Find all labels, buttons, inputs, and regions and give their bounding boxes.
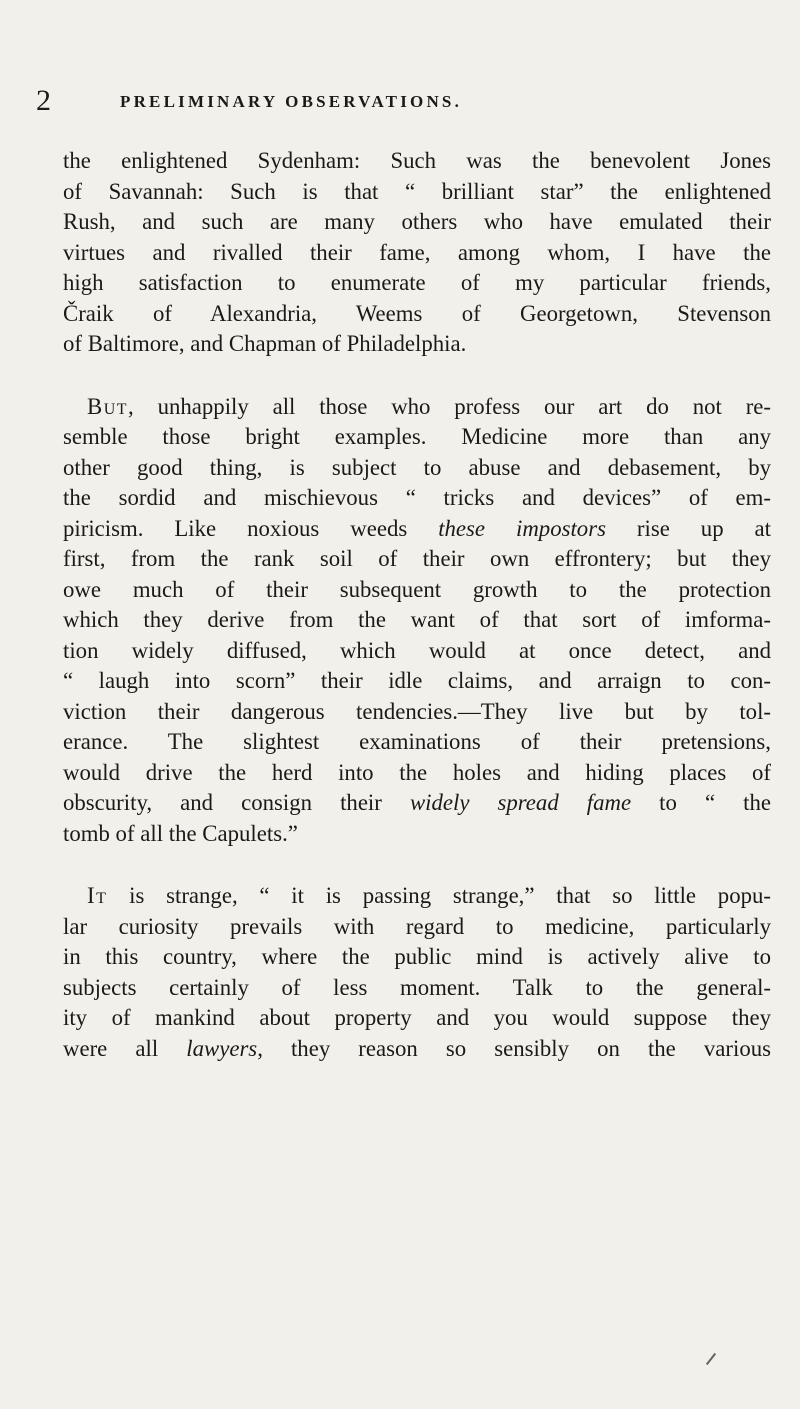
text-line: which they derive from the want of that sort of imforma-: [63, 607, 771, 632]
running-title: PRELIMINARY OBSERVATIONS.: [120, 92, 463, 111]
body-text: [63, 146, 771, 1064]
text-line: in this country, where the public mind is actively alive to: [63, 944, 771, 969]
text-line: ity of mankind about property and you would suppose they: [63, 1005, 771, 1030]
text-line: But, unhappily all those who profess our art do not re-: [87, 393, 771, 419]
text-line: “ laugh into scorn” their idle claims, and arraign to con-: [63, 668, 771, 693]
text-line: high satisfaction to enumerate of my particular friends,: [63, 270, 771, 295]
text-line: erance. The slightest examinations of their pretensions,: [63, 729, 771, 754]
paragraph: [63, 392, 771, 850]
text-line: semble those bright examples. Medicine more than any: [63, 424, 771, 449]
paragraph-gap: [63, 849, 771, 881]
italic-phrase: these impostors: [438, 515, 606, 541]
text-line: tion widely diffused, which would at once detect, and: [63, 637, 771, 663]
text-line: Rush, and such are many others who have emulated their: [63, 209, 771, 234]
text-line: owe much of their subsequent growth to the protection: [63, 576, 771, 602]
text-line: subjects certainly of less moment. Talk to the general-: [63, 974, 771, 1000]
drop-word: But: [87, 393, 129, 419]
running-head: [36, 86, 756, 116]
paragraph: [63, 146, 771, 360]
text-line: piricism. Like noxious weeds these impostors rise up at: [63, 515, 772, 541]
text-line: were all lawyers, they reason so sensibly on the various: [63, 1035, 772, 1061]
text-line: of Savannah: Such is that “ brilliant star” the enlightened: [63, 178, 771, 204]
text-line: first, from the rank soil of their own effrontery; but they: [63, 546, 771, 571]
text-line: Čraik of Alexandria, Weems of Georgetown, Stevenson: [63, 300, 771, 326]
paragraph: [63, 881, 771, 1064]
text-line: It is strange, “ it is passing strange,” that so little popu-: [87, 883, 771, 908]
text-line: the sordid and mischievous “ tricks and devices” of em-: [63, 485, 771, 510]
page-number: 2: [36, 84, 51, 117]
ink-mark: [706, 1353, 716, 1365]
text-line: virtues and rivalled their fame, among whom, I have the: [63, 239, 771, 265]
text-line: the enlightened Sydenham: Such was the benevolent Jones: [63, 148, 771, 173]
text-line: would drive the herd into the holes and hiding places of: [63, 759, 771, 785]
text-line: tomb of all the Capulets.”: [63, 820, 298, 846]
italic-phrase: lawyers: [186, 1035, 258, 1061]
paragraph-gap: [63, 360, 771, 392]
text-line: obscurity, and consign their widely spread fame to “ the: [63, 790, 772, 815]
italic-phrase: widely spread fame: [409, 790, 632, 815]
text-line: of Baltimore, and Chapman of Philadelphia.: [63, 331, 467, 356]
text-line: viction their dangerous tendencies.—They live but by tol-: [63, 698, 771, 724]
drop-word: It: [87, 883, 108, 908]
text-line: other good thing, is subject to abuse and debasement, by: [63, 454, 771, 480]
text-line: lar curiosity prevails with regard to medicine, particularly: [63, 913, 771, 939]
